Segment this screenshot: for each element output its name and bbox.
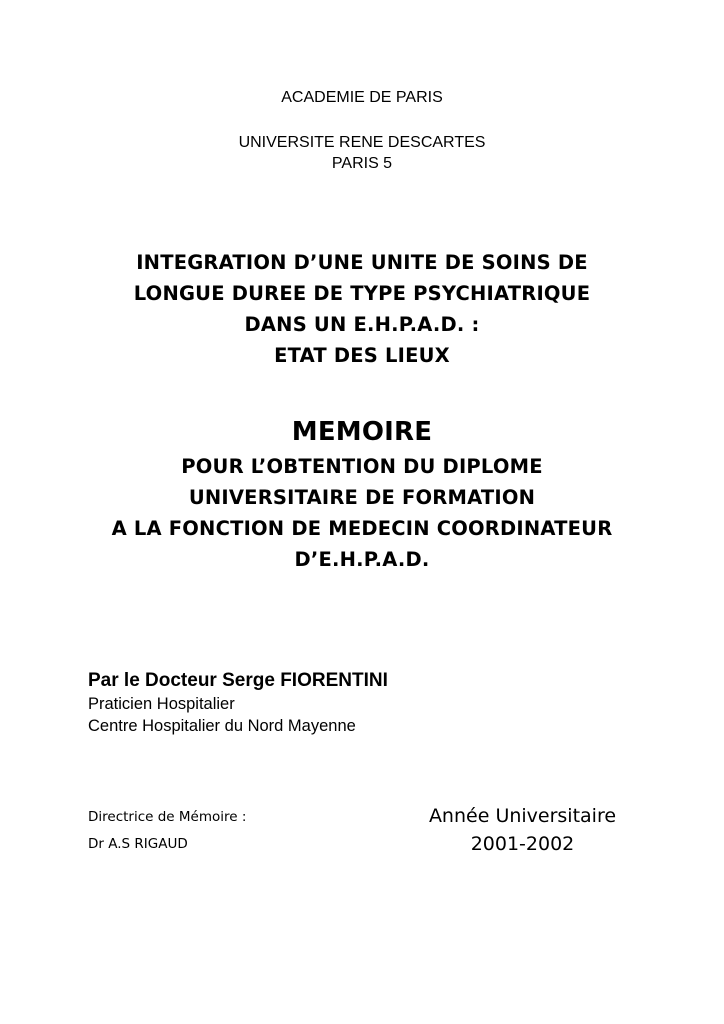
director-name: Dr A.S RIGAUD <box>88 836 188 852</box>
author-institution: Centre Hospitalier du Nord Mayenne <box>88 717 356 735</box>
author-role: Praticien Hospitalier <box>88 695 235 713</box>
title-line: INTEGRATION D’UNE UNITE DE SOINS DE <box>136 251 588 274</box>
academic-year-value: 2001-2002 <box>470 833 575 855</box>
university-name: UNIVERSITE RENE DESCARTES <box>238 134 486 151</box>
title-line: DANS UN E.H.P.A.D. : <box>244 313 480 336</box>
academy-name: ACADEMIE DE PARIS <box>281 89 443 106</box>
director-label: Directrice de Mémoire : <box>88 809 247 825</box>
memoire-line: A LA FONCTION DE MEDECIN COORDINATEUR <box>111 517 613 540</box>
university-campus: PARIS 5 <box>331 155 393 172</box>
memoire-line: UNIVERSITAIRE DE FORMATION <box>188 486 536 509</box>
memoire-line: POUR L’OBTENTION DU DIPLOME <box>181 455 543 478</box>
title-line: LONGUE DUREE DE TYPE PSYCHIATRIQUE <box>133 282 591 305</box>
academic-year-label: Année Universitaire <box>428 805 617 827</box>
title-line: ETAT DES LIEUX <box>274 344 450 367</box>
memoire-line: D’E.H.P.A.D. <box>294 548 430 571</box>
author-name: Par le Docteur Serge FIORENTINI <box>88 670 388 691</box>
memoire-heading: MEMOIRE <box>291 417 433 447</box>
